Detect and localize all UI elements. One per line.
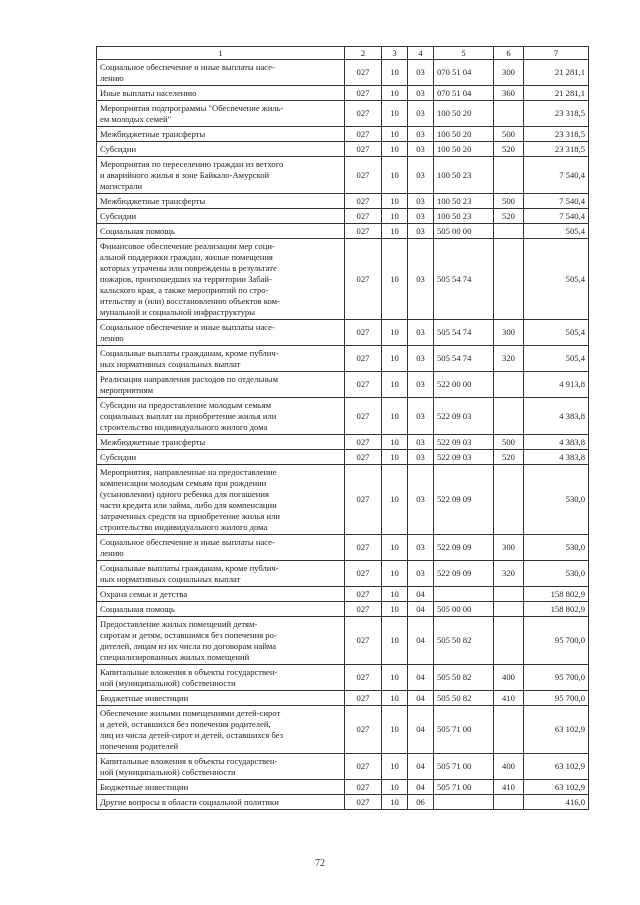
cell-section-code: 10 xyxy=(382,127,408,142)
table-row xyxy=(97,209,589,224)
row-label: Обеспечение жилыми помещениями детей-сирот и детей, оставшихся без попечения родителей, лиц из числа детей-сирот и детей, оставшихся без попечения родителей xyxy=(97,706,345,754)
cell-expense-type xyxy=(494,795,524,810)
table-row xyxy=(97,795,589,810)
cell-subsection-code: 03 xyxy=(408,86,434,101)
cell-target-article: 505 50 82 xyxy=(434,691,494,706)
cell-amount: 21 281,1 xyxy=(524,60,589,86)
cell-ministry-code: 027 xyxy=(345,209,382,224)
cell-ministry-code: 027 xyxy=(345,101,382,127)
table-row xyxy=(97,398,589,435)
cell-amount: 4 383,8 xyxy=(524,435,589,450)
cell-amount: 158 802,9 xyxy=(524,587,589,602)
cell-ministry-code: 027 xyxy=(345,587,382,602)
cell-expense-type: 400 xyxy=(494,754,524,780)
cell-subsection-code: 03 xyxy=(408,535,434,561)
cell-expense-type: 300 xyxy=(494,60,524,86)
cell-target-article: 505 50 82 xyxy=(434,617,494,665)
cell-subsection-code: 04 xyxy=(408,587,434,602)
cell-subsection-code: 04 xyxy=(408,706,434,754)
table-row xyxy=(97,127,589,142)
table-row xyxy=(97,706,589,754)
cell-target-article: 100 50 23 xyxy=(434,157,494,194)
cell-amount: 4 383,8 xyxy=(524,398,589,435)
column-header: 6 xyxy=(494,47,524,60)
row-label: Предоставление жилых помещений детям- сиротам и детям, оставшимся без попечения ро- дителей, лицам из их числа по договорам найма специализированных жилых помещений xyxy=(97,617,345,665)
cell-section-code: 10 xyxy=(382,435,408,450)
cell-amount: 63 102,9 xyxy=(524,706,589,754)
row-label: Социальное обеспечение и иные выплаты насе- лению xyxy=(97,320,345,346)
cell-section-code: 10 xyxy=(382,209,408,224)
cell-subsection-code: 03 xyxy=(408,239,434,320)
cell-expense-type: 520 xyxy=(494,142,524,157)
row-label: Иные выплаты населению xyxy=(97,86,345,101)
table-row xyxy=(97,587,589,602)
row-label: Субсидии xyxy=(97,209,345,224)
cell-target-article: 522 09 09 xyxy=(434,561,494,587)
row-label: Финансовое обеспечение реализации мер соци- альной поддержки граждан, жилые помещения которых утрачены или повреждены в результате пожаров, произошедших на территории Забай- кальского края, а также мероприятий по стро- ительству и (или) восстановлению объектов ком- мунальной и социальной инфраструктуры xyxy=(97,239,345,320)
cell-ministry-code: 027 xyxy=(345,706,382,754)
column-header: 3 xyxy=(382,47,408,60)
cell-ministry-code: 027 xyxy=(345,754,382,780)
cell-expense-type: 500 xyxy=(494,127,524,142)
cell-target-article: 505 71 00 xyxy=(434,754,494,780)
cell-target-article xyxy=(434,587,494,602)
cell-expense-type xyxy=(494,706,524,754)
cell-amount: 505,4 xyxy=(524,346,589,372)
cell-ministry-code: 027 xyxy=(345,346,382,372)
cell-ministry-code: 027 xyxy=(345,224,382,239)
cell-ministry-code: 027 xyxy=(345,60,382,86)
cell-subsection-code: 03 xyxy=(408,157,434,194)
cell-subsection-code: 03 xyxy=(408,142,434,157)
cell-expense-type: 520 xyxy=(494,450,524,465)
page-number: 72 xyxy=(315,858,325,869)
cell-subsection-code: 03 xyxy=(408,398,434,435)
cell-target-article: 505 71 00 xyxy=(434,780,494,795)
cell-subsection-code: 04 xyxy=(408,665,434,691)
cell-subsection-code: 03 xyxy=(408,101,434,127)
cell-section-code: 10 xyxy=(382,101,408,127)
cell-expense-type xyxy=(494,239,524,320)
cell-target-article: 522 09 03 xyxy=(434,450,494,465)
cell-ministry-code: 027 xyxy=(345,535,382,561)
row-label: Мероприятия подпрограммы "Обеспечение жиль- ем молодых семей" xyxy=(97,101,345,127)
column-header: 4 xyxy=(408,47,434,60)
cell-section-code: 10 xyxy=(382,86,408,101)
cell-target-article: 522 09 03 xyxy=(434,435,494,450)
row-label: Капитальные вложения в объекты государствен- ной (муниципальной) собственности xyxy=(97,754,345,780)
cell-section-code: 10 xyxy=(382,561,408,587)
cell-section-code: 10 xyxy=(382,60,408,86)
cell-target-article: 070 51 04 xyxy=(434,86,494,101)
row-label: Социальная помощь xyxy=(97,224,345,239)
cell-subsection-code: 04 xyxy=(408,780,434,795)
cell-amount: 530,0 xyxy=(524,561,589,587)
cell-section-code: 10 xyxy=(382,587,408,602)
cell-section-code: 10 xyxy=(382,754,408,780)
table-row xyxy=(97,561,589,587)
cell-section-code: 10 xyxy=(382,398,408,435)
cell-amount: 63 102,9 xyxy=(524,754,589,780)
cell-expense-type xyxy=(494,157,524,194)
table-header-row xyxy=(97,47,589,60)
cell-ministry-code: 027 xyxy=(345,157,382,194)
row-label: Бюджетные инвестиции xyxy=(97,780,345,795)
cell-expense-type: 500 xyxy=(494,194,524,209)
cell-expense-type xyxy=(494,101,524,127)
row-label: Социальное обеспечение и иные выплаты насе- лению xyxy=(97,60,345,86)
cell-expense-type xyxy=(494,587,524,602)
cell-target-article: 505 71 00 xyxy=(434,706,494,754)
cell-section-code: 10 xyxy=(382,346,408,372)
cell-amount: 21 281,1 xyxy=(524,86,589,101)
cell-subsection-code: 03 xyxy=(408,209,434,224)
cell-subsection-code: 03 xyxy=(408,127,434,142)
table-row xyxy=(97,60,589,86)
cell-subsection-code: 03 xyxy=(408,346,434,372)
cell-target-article: 100 50 20 xyxy=(434,127,494,142)
cell-expense-type: 500 xyxy=(494,435,524,450)
cell-ministry-code: 027 xyxy=(345,398,382,435)
cell-expense-type: 520 xyxy=(494,209,524,224)
cell-expense-type xyxy=(494,617,524,665)
row-label: Субсидии на предоставление молодым семьям социальных выплат на приобретение жилья или строительство индивидуального жилого дома xyxy=(97,398,345,435)
cell-target-article: 100 50 23 xyxy=(434,209,494,224)
cell-section-code: 10 xyxy=(382,372,408,398)
table-row xyxy=(97,142,589,157)
row-label: Субсидии xyxy=(97,142,345,157)
cell-subsection-code: 03 xyxy=(408,450,434,465)
cell-expense-type: 360 xyxy=(494,86,524,101)
cell-target-article: 505 54 74 xyxy=(434,320,494,346)
cell-ministry-code: 027 xyxy=(345,142,382,157)
cell-ministry-code: 027 xyxy=(345,561,382,587)
cell-section-code: 10 xyxy=(382,450,408,465)
table-row xyxy=(97,450,589,465)
cell-target-article: 100 50 20 xyxy=(434,101,494,127)
cell-ministry-code: 027 xyxy=(345,617,382,665)
cell-section-code: 10 xyxy=(382,665,408,691)
cell-subsection-code: 03 xyxy=(408,561,434,587)
cell-ministry-code: 027 xyxy=(345,795,382,810)
cell-section-code: 10 xyxy=(382,780,408,795)
cell-ministry-code: 027 xyxy=(345,194,382,209)
cell-expense-type: 400 xyxy=(494,665,524,691)
cell-subsection-code: 03 xyxy=(408,60,434,86)
table-row xyxy=(97,346,589,372)
cell-expense-type xyxy=(494,224,524,239)
cell-expense-type: 410 xyxy=(494,691,524,706)
row-label: Межбюджетные трансферты xyxy=(97,127,345,142)
cell-amount: 158 802,9 xyxy=(524,602,589,617)
cell-target-article: 505 54 74 xyxy=(434,346,494,372)
cell-target-article: 100 50 23 xyxy=(434,194,494,209)
cell-section-code: 10 xyxy=(382,617,408,665)
cell-expense-type xyxy=(494,398,524,435)
cell-ministry-code: 027 xyxy=(345,602,382,617)
cell-expense-type: 300 xyxy=(494,535,524,561)
row-label: Мероприятия по переселению граждан из ветхого и аварийного жилья в зоне Байкало-Амурской магистрали xyxy=(97,157,345,194)
cell-amount: 95 700,0 xyxy=(524,665,589,691)
cell-amount: 95 700,0 xyxy=(524,691,589,706)
table-row xyxy=(97,665,589,691)
cell-ministry-code: 027 xyxy=(345,86,382,101)
row-label: Охрана семьи и детства xyxy=(97,587,345,602)
row-label: Реализация направления расходов по отдельным мероприятиям xyxy=(97,372,345,398)
cell-amount: 505,4 xyxy=(524,320,589,346)
cell-ministry-code: 027 xyxy=(345,435,382,450)
table-row xyxy=(97,602,589,617)
cell-ministry-code: 027 xyxy=(345,320,382,346)
row-label: Социальные выплаты гражданам, кроме публич- ных нормативных социальных выплат xyxy=(97,346,345,372)
cell-amount: 530,0 xyxy=(524,465,589,535)
cell-section-code: 10 xyxy=(382,602,408,617)
cell-target-article xyxy=(434,795,494,810)
cell-amount: 23 318,5 xyxy=(524,142,589,157)
table-row xyxy=(97,372,589,398)
column-header: 7 xyxy=(524,47,589,60)
cell-section-code: 10 xyxy=(382,224,408,239)
cell-target-article: 100 50 20 xyxy=(434,142,494,157)
table-row xyxy=(97,320,589,346)
table-row xyxy=(97,754,589,780)
cell-ministry-code: 027 xyxy=(345,239,382,320)
cell-ministry-code: 027 xyxy=(345,780,382,795)
cell-ministry-code: 027 xyxy=(345,665,382,691)
cell-subsection-code: 03 xyxy=(408,372,434,398)
cell-amount: 4 913,8 xyxy=(524,372,589,398)
cell-amount: 23 318,5 xyxy=(524,127,589,142)
table-row xyxy=(97,780,589,795)
cell-subsection-code: 03 xyxy=(408,194,434,209)
table-row xyxy=(97,101,589,127)
cell-amount: 4 383,8 xyxy=(524,450,589,465)
column-header: 5 xyxy=(434,47,494,60)
table-row xyxy=(97,617,589,665)
cell-target-article: 522 09 09 xyxy=(434,465,494,535)
cell-amount: 95 700,0 xyxy=(524,617,589,665)
cell-subsection-code: 04 xyxy=(408,617,434,665)
table-row xyxy=(97,194,589,209)
cell-expense-type: 320 xyxy=(494,346,524,372)
row-label: Социальные выплаты гражданам, кроме публич- ных нормативных социальных выплат xyxy=(97,561,345,587)
cell-ministry-code: 027 xyxy=(345,450,382,465)
cell-section-code: 10 xyxy=(382,320,408,346)
cell-subsection-code: 03 xyxy=(408,465,434,535)
cell-section-code: 10 xyxy=(382,194,408,209)
cell-subsection-code: 04 xyxy=(408,754,434,780)
cell-subsection-code: 04 xyxy=(408,602,434,617)
cell-target-article: 505 54 74 xyxy=(434,239,494,320)
cell-subsection-code: 04 xyxy=(408,691,434,706)
cell-ministry-code: 027 xyxy=(345,691,382,706)
table-row xyxy=(97,157,589,194)
cell-subsection-code: 03 xyxy=(408,224,434,239)
cell-subsection-code: 03 xyxy=(408,320,434,346)
cell-section-code: 10 xyxy=(382,465,408,535)
row-label: Другие вопросы в области социальной политики xyxy=(97,795,345,810)
cell-expense-type xyxy=(494,372,524,398)
cell-amount: 416,0 xyxy=(524,795,589,810)
cell-section-code: 10 xyxy=(382,239,408,320)
cell-target-article: 505 00 00 xyxy=(434,602,494,617)
column-header: 2 xyxy=(345,47,382,60)
column-header: 1 xyxy=(97,47,345,60)
row-label: Субсидии xyxy=(97,450,345,465)
cell-amount: 505,4 xyxy=(524,239,589,320)
table-row xyxy=(97,435,589,450)
cell-expense-type xyxy=(494,602,524,617)
cell-section-code: 10 xyxy=(382,795,408,810)
table-row xyxy=(97,535,589,561)
table-row xyxy=(97,239,589,320)
row-label: Социальная помощь xyxy=(97,602,345,617)
table-row xyxy=(97,465,589,535)
cell-target-article: 522 00 00 xyxy=(434,372,494,398)
cell-target-article: 505 00 00 xyxy=(434,224,494,239)
cell-ministry-code: 027 xyxy=(345,127,382,142)
cell-target-article: 505 50 82 xyxy=(434,665,494,691)
row-label: Межбюджетные трансферты xyxy=(97,194,345,209)
cell-expense-type: 410 xyxy=(494,780,524,795)
table-row xyxy=(97,224,589,239)
cell-section-code: 10 xyxy=(382,535,408,561)
cell-amount: 23 318,5 xyxy=(524,101,589,127)
table-body xyxy=(97,60,589,810)
row-label: Капитальные вложения в объекты государствен- ной (муниципальной) собственности xyxy=(97,665,345,691)
cell-section-code: 10 xyxy=(382,706,408,754)
cell-amount: 7 540,4 xyxy=(524,194,589,209)
row-label: Мероприятия, направленные на предоставление компенсации молодым семьям при рождении (усыновлении) одного ребенка для погашения части кредита или займа, либо для компенсации затраченных средств на приобретение жилья или строительство индивидуального жилого дома xyxy=(97,465,345,535)
cell-ministry-code: 027 xyxy=(345,465,382,535)
cell-amount: 63 102,9 xyxy=(524,780,589,795)
cell-expense-type xyxy=(494,465,524,535)
cell-expense-type: 300 xyxy=(494,320,524,346)
cell-expense-type: 320 xyxy=(494,561,524,587)
budget-table xyxy=(96,46,589,810)
table-row xyxy=(97,86,589,101)
cell-subsection-code: 06 xyxy=(408,795,434,810)
row-label: Бюджетные инвестиции xyxy=(97,691,345,706)
cell-section-code: 10 xyxy=(382,157,408,194)
cell-section-code: 10 xyxy=(382,142,408,157)
cell-amount: 505,4 xyxy=(524,224,589,239)
cell-ministry-code: 027 xyxy=(345,372,382,398)
cell-section-code: 10 xyxy=(382,691,408,706)
table-row xyxy=(97,691,589,706)
row-label: Социальное обеспечение и иные выплаты насе- лению xyxy=(97,535,345,561)
row-label: Межбюджетные трансферты xyxy=(97,435,345,450)
cell-target-article: 070 51 04 xyxy=(434,60,494,86)
cell-target-article: 522 09 03 xyxy=(434,398,494,435)
cell-subsection-code: 03 xyxy=(408,435,434,450)
cell-amount: 530,0 xyxy=(524,535,589,561)
cell-amount: 7 540,4 xyxy=(524,209,589,224)
cell-target-article: 522 09 09 xyxy=(434,535,494,561)
cell-amount: 7 540,4 xyxy=(524,157,589,194)
